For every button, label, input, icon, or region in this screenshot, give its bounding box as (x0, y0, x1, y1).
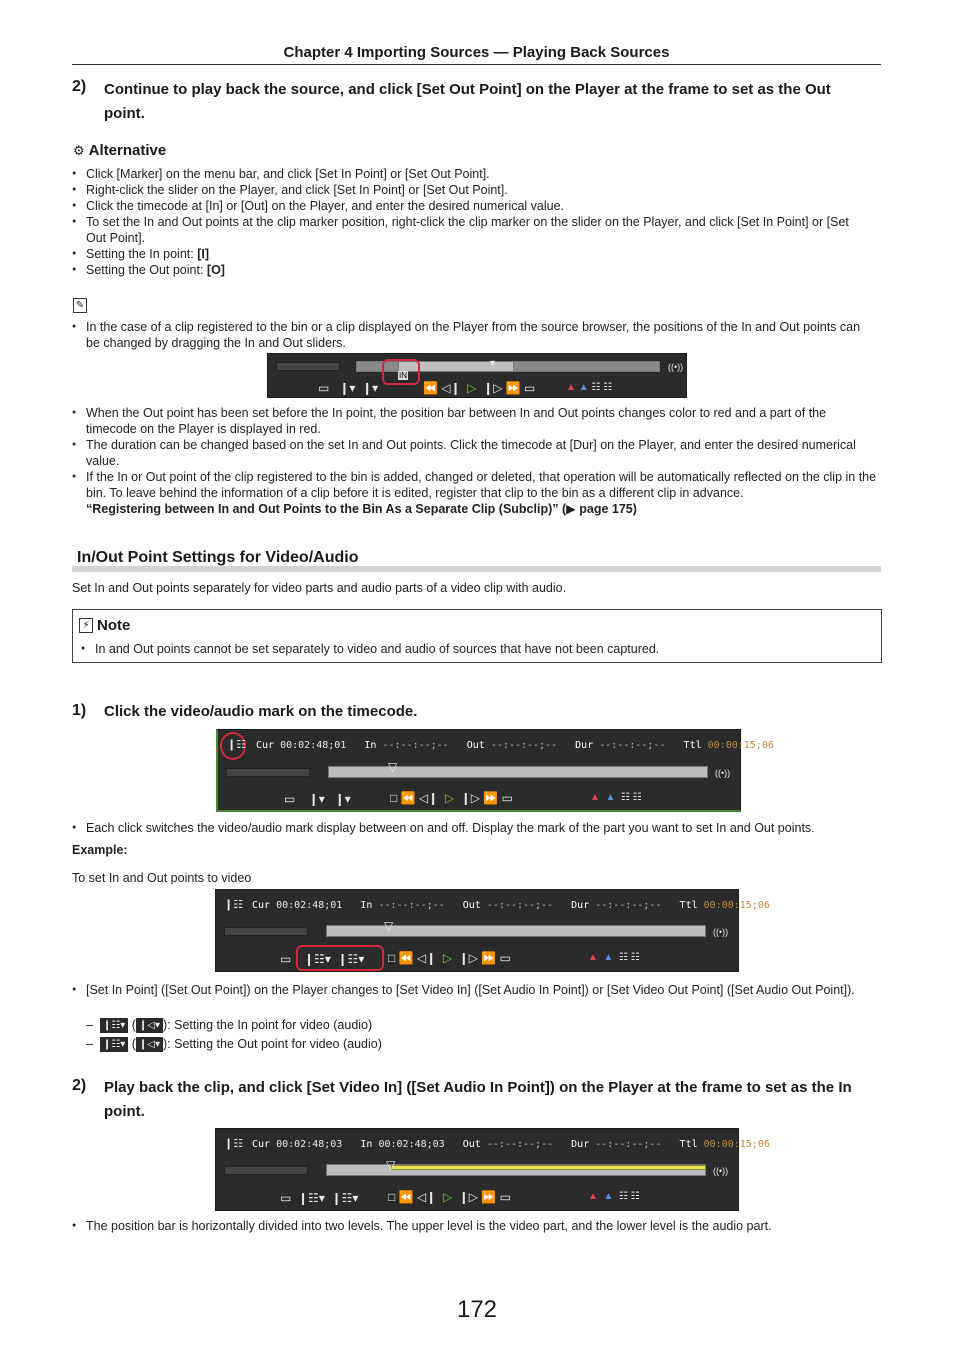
player-timecode-image (216, 729, 774, 812)
cross-reference-link[interactable]: “Registering between In and Out Points to the Bin As a Separate Clip (Subclip)” (▶ page 175) (86, 502, 637, 516)
list-item: ● Each click switches the video/audio mark display between on and off. Display the mark of the part you want to set In and Out points. (72, 820, 877, 836)
player-slider-image (267, 353, 687, 398)
audio-icon[interactable]: ((•)) (715, 768, 731, 778)
audio-icon[interactable]: ((•)) (713, 927, 729, 937)
list-item: ● In the case of a clip registered to the bin or a clip displayed on the Player from the source browser, the positions of the In and Out points can be changed by dragging the In and Out sliders. (72, 319, 877, 351)
list-item: ● If the In or Out point of the clip registered to the bin is added, changed or deleted, that operation will be automatically reflected on the clip in the bin. To leave behind the information of a clip before it is edited, register that clip to the bin as a different clip in advance. “Registering between In and Out Points to the Bin As a Separate Clip (Subclip)” (▶ page 175) (72, 469, 877, 517)
tip-list-1 (72, 319, 877, 351)
note-heading (79, 617, 130, 634)
player-controls[interactable]: ▭ ❙▾ ❙▾ (318, 381, 379, 395)
step-text: Click the video/audio mark on the timecode. (104, 703, 418, 720)
list-item: ● The duration can be changed based on the set In and Out points. Click the timecode at [Dur] on the Player, and enter the desired numerical value. (72, 437, 877, 469)
marker-controls[interactable]: ▲ ▲ ☷ ☷ (590, 792, 642, 803)
marker-controls[interactable]: ▲ ▲ ☷ ☷ (588, 1191, 640, 1202)
list-item: ● Setting the Out point: [O] (72, 262, 872, 278)
note-icon: ⚡ (79, 618, 93, 633)
playhead-icon[interactable]: ▽ (386, 1158, 396, 1172)
list-item: ● In and Out points cannot be set separately to video and audio of sources that have not been captured. (81, 641, 871, 657)
in-slider-tag[interactable]: IN (399, 371, 407, 380)
sub-item: – ❙☷▾ ( ❙◁▾ ): Setting the In point for video (audio) (86, 1018, 373, 1032)
example-text: To set In and Out points to video (72, 871, 252, 885)
alternative-list (72, 166, 872, 278)
section-intro: Set In and Out points separately for video parts and audio parts of a video clip with audio. (72, 581, 567, 595)
player-controls[interactable]: ▭ ❙☷▾ ❙☷▾ (280, 1191, 359, 1205)
set-video-in-icon: ❙☷▾ (100, 1018, 128, 1033)
transport-controls[interactable]: ⏪ ◁❙ ▷ ❙▷ ⏩ ▭ (423, 381, 536, 395)
alternative-icon: ⚙ (73, 142, 85, 158)
step-number: 2) (72, 1077, 87, 1094)
example-label: Example: (72, 843, 128, 857)
cut-icon[interactable]: ▭ (280, 952, 292, 966)
note-box (72, 609, 882, 663)
player-video-set-image (215, 889, 770, 972)
audio-icon[interactable]: ((•)) (713, 1166, 729, 1176)
tip-icon: ✎ (73, 298, 87, 313)
timecode-readout[interactable]: Cur 00:02:48;01 In --:--:--;-- Out --:--:--;-- Dur --:--:--;-- Ttl 00:00:15;06 (256, 740, 774, 751)
video-audio-mark-icon[interactable]: ❙☷ (224, 899, 244, 911)
marker-controls[interactable]: ▲ ▲ ☷ ☷ (588, 952, 640, 963)
player-in-set-image (215, 1128, 770, 1211)
list-item: ● The position bar is horizontally divided into two levels. The upper level is the video part, and the lower level is the audio part. (72, 1218, 877, 1234)
chapter-header: Chapter 4 Importing Sources — Playing Back Sources (72, 44, 881, 65)
sub-item: – ❙☷▾ ( ❙◁▾ ): Setting the Out point for video (audio) (86, 1037, 382, 1051)
page-number: 172 (456, 1296, 498, 1323)
list-item: ● [Set In Point] ([Set Out Point]) on the Player changes to [Set Video In] ([Set Audio In Point]) or [Set Video Out Point] ([Set Audio Out Point]). (72, 982, 877, 998)
transport-controls[interactable]: □ ⏪ ◁❙ ▷ ❙▷ ⏩ ▭ (388, 951, 511, 965)
transport-controls[interactable]: □ ⏪ ◁❙ ▷ ❙▷ ⏩ ▭ (390, 791, 513, 805)
step-number: 2) (72, 78, 87, 95)
alternative-heading (73, 142, 166, 159)
step-text: Continue to play back the source, and click [Set Out Point] on the Player at the frame to set as the Out point. (104, 81, 831, 122)
set-audio-in-icon: ❙◁▾ (136, 1018, 163, 1033)
list-item: ● Right-click the slider on the Player, and click [Set In Point] or [Set Out Point]. (72, 182, 872, 198)
video-audio-mark-icon[interactable]: ❙☷ (224, 1138, 244, 1150)
alternative-title: Alternative (88, 142, 167, 159)
list-item: ● Click [Marker] on the menu bar, and click [Set In Point] or [Set Out Point]. (72, 166, 872, 182)
video-audio-mark-icon[interactable]: ❙☷ (227, 739, 247, 751)
transport-controls[interactable]: □ ⏪ ◁❙ ▷ ❙▷ ⏩ ▭ (388, 1190, 511, 1204)
section-title: In/Out Point Settings for Video/Audio (72, 548, 881, 572)
set-video-out-icon: ❙☷▾ (100, 1037, 128, 1052)
list-item: ● When the Out point has been set before the In point, the position bar between In and Out points changes color to red and a part of the timecode on the Player is displayed in red. (72, 405, 877, 437)
playhead-icon[interactable]: ▽ (384, 919, 394, 933)
audio-icon[interactable]: ((•)) (668, 362, 684, 372)
player-controls[interactable]: ▭ ❙▾ ❙▾ (284, 792, 351, 806)
marker-controls[interactable]: ▲ ▲ ☷ ☷ (566, 382, 613, 393)
set-audio-out-icon: ❙◁▾ (136, 1037, 163, 1052)
list-item: ● Setting the In point: [I] (72, 246, 872, 262)
list-item: ● To set the In and Out points at the clip marker position, right-click the clip marker on the slider on the Player, and click [Set In Point] or [Set Out Point]. (72, 214, 872, 246)
set-video-in-out-buttons[interactable]: ❙☷▾ ❙☷▾ (304, 952, 365, 966)
note-title: Note (97, 617, 131, 634)
step-text: Play back the clip, and click [Set Video In] ([Set Audio In Point]) on the Player at the frame to set as the In point. (104, 1079, 852, 1120)
playhead-icon[interactable]: ▽ (388, 760, 398, 774)
step-number: 1) (72, 702, 87, 719)
timecode-readout[interactable]: Cur 00:02:48;03 In 00:02:48;03 Out --:--:--;-- Dur --:--:--;-- Ttl 00:00:15;06 (252, 1139, 770, 1150)
timecode-readout[interactable]: Cur 00:02:48;01 In --:--:--;-- Out --:--:--;-- Dur --:--:--;-- Ttl 00:00:15;06 (252, 900, 770, 911)
list-item: ● Click the timecode at [In] or [Out] on the Player, and enter the desired numerical value. (72, 198, 872, 214)
playhead-icon[interactable]: ▾ (490, 358, 496, 369)
tip-list-2 (72, 405, 877, 517)
